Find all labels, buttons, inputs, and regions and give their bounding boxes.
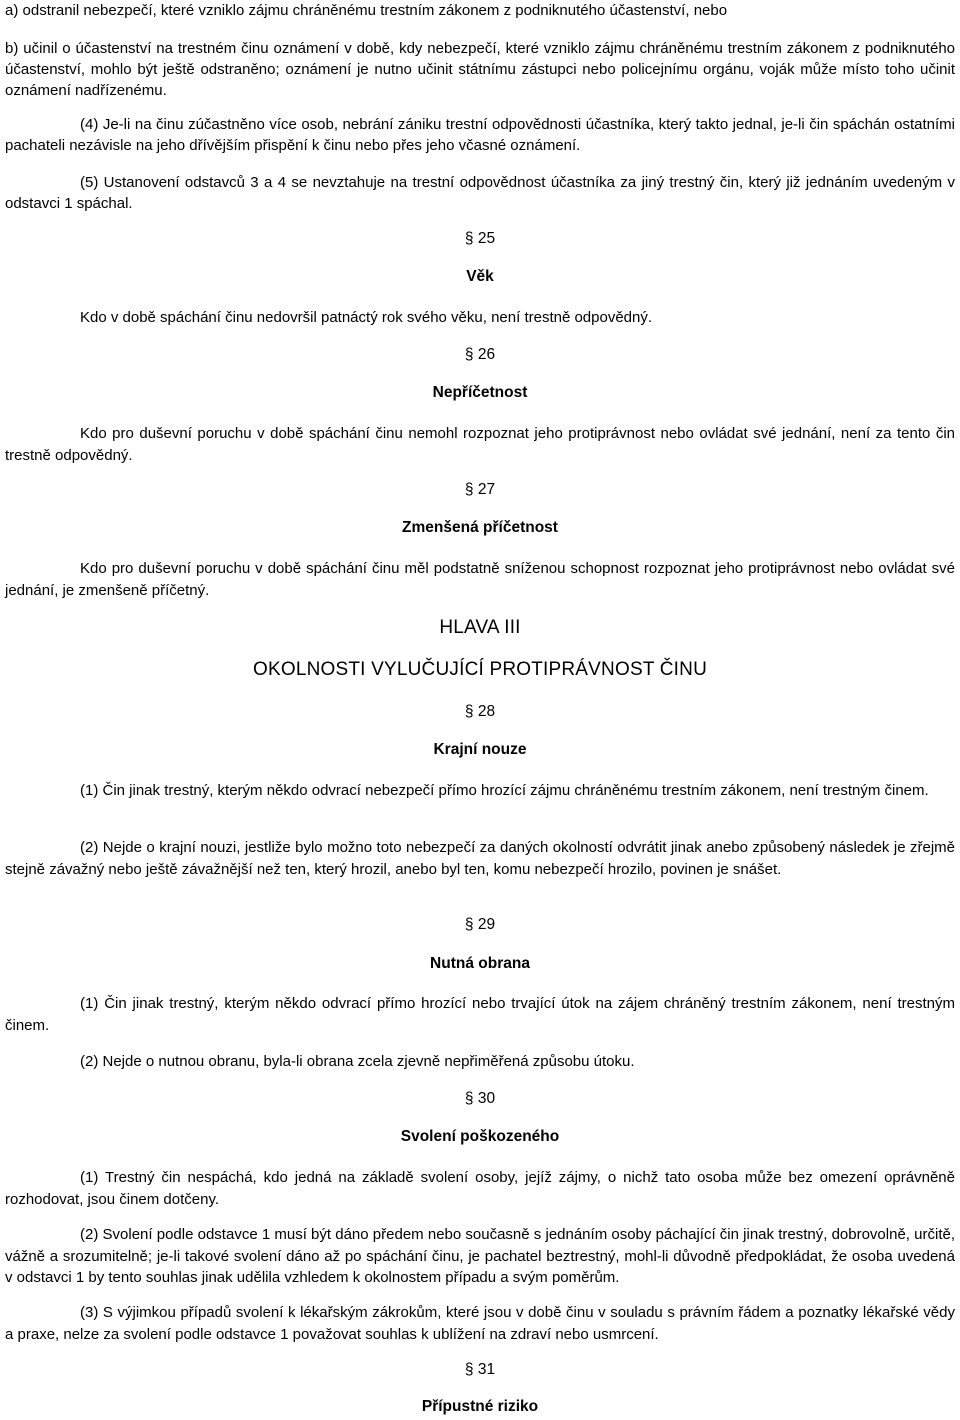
section-29-paragraph-2: (2) Nejde o nutnou obranu, byla-li obrana zcela zjevně nepřiměřená způsobu útoku. — [80, 1053, 635, 1070]
section-text-26: Kdo pro duševní poruchu v době spáchání činu nemohl rozpoznat jeho protiprávnost nebo ovládat své jednání, není za tento čin trestně odpovědný. — [5, 425, 955, 464]
section-title-30: Svolení poškozeného — [400, 1128, 560, 1145]
section-number-29: § 29 — [464, 916, 496, 933]
section-title-29: Nutná obrana — [430, 955, 530, 972]
section-title-27: Zmenšená příčetnost — [402, 519, 558, 536]
section-30-paragraph-2: (2) Svolení podle odstavce 1 musí být dáno předem nebo současně s jednáním osoby páchající čin jinak trestný, dobrovolně, určitě, vážně a srozumitelně; je-li takové svolení dáno až po spáchání činu, je pachatel beztrestný, mohl-li důvodně předpokládat, že osoba uvedená v odstavci 1 by tento souhlas jinak udělila vzhledem k okolnostem případu a svým poměrům. — [5, 1226, 955, 1286]
paragraph-5: (5) Ustanovení odstavců 3 a 4 se nevztahuje na trestní odpovědnost účastníka za jiný trestný čin, který již jednáním uvedeným v odstavci 1 spáchal. — [5, 174, 955, 212]
section-28-paragraph-1: (1) Čin jinak trestný, kterým někdo odvrací nebezpečí přímo hrozící zájmu chráněnému trestním zákonem, není trestným činem. — [80, 782, 929, 799]
chapter-number: HLAVA III — [439, 617, 521, 638]
section-title-31: Přípustné riziko — [421, 1398, 539, 1415]
section-text-25: Kdo v době spáchání činu nedovršil patnáctý rok svého věku, není trestně odpovědný. — [80, 309, 653, 326]
section-title-25: Věk — [466, 268, 494, 285]
paragraph-a: a) odstranil nebezpečí, které vzniklo zájmu chráněnému trestním zákonem z podniknutého účastenství, nebo — [5, 2, 728, 19]
section-title-26: Nepříčetnost — [432, 384, 528, 401]
paragraph-4: (4) Je-li na činu zúčastněno více osob, nebrání zániku trestní odpovědnosti účastníka, který takto jednal, je-li čin spáchán ostatními pachateli nezávisle na jeho dřívějším přispění k činu nebo přes jeho včasné oznámení. — [5, 116, 955, 154]
chapter-title: OKOLNOSTI VYLUČUJÍCÍ PROTIPRÁVNOST ČINU — [252, 659, 708, 680]
section-number-30: § 30 — [464, 1090, 496, 1107]
section-number-31: § 31 — [464, 1361, 496, 1378]
section-30-paragraph-3: (3) S výjimkou případů svolení k lékařským zákrokům, které jsou v době činu v souladu s právním řádem a poznatky lékařské vědy a praxe, nelze za svolení podle odstavce 1 považovat souhlas k ublížení na zdraví nebo usmrcení. — [5, 1304, 955, 1343]
section-number-26: § 26 — [464, 346, 496, 363]
section-number-28: § 28 — [464, 703, 496, 720]
section-29-paragraph-1: (1) Čin jinak trestný, kterým někdo odvrací přímo hrozící nebo trvající útok na zájem chráněný trestním zákonem, není trestným činem. — [5, 995, 955, 1034]
paragraph-b: b) učinil o účastenství na trestném činu oznámení v době, kdy nebezpečí, které vzniklo zájmu chráněnému trestním zákonem z podniknutého účastenství, mohlo být ještě odstraněno; oznámení je nutno učinit státnímu zástupci nebo policejnímu orgánu, voják může místo toho učinit oznámení nadřízenému. — [5, 40, 955, 99]
section-number-25: § 25 — [464, 230, 496, 247]
section-28-paragraph-2: (2) Nejde o krajní nouzi, jestliže bylo možno toto nebezpečí za daných okolností odvrátit jinak anebo způsobený následek je zřejmě stejně závažný nebo ještě závažnější než ten, který hrozil, anebo byl ten, komu nebezpečí hrozilo, povinen je snášet. — [5, 839, 955, 878]
section-number-27: § 27 — [464, 481, 496, 498]
section-title-28: Krajní nouze — [433, 741, 527, 758]
section-text-27: Kdo pro duševní poruchu v době spáchání činu měl podstatně sníženou schopnost rozpoznat jeho protiprávnost nebo ovládat své jednání, je zmenšeně příčetný. — [5, 560, 955, 599]
section-30-paragraph-1: (1) Trestný čin nespáchá, kdo jedná na základě svolení osoby, jejíž zájmy, o nichž tato osoba může bez omezení oprávněně rozhodovat, jsou činem dotčeny. — [5, 1169, 955, 1208]
